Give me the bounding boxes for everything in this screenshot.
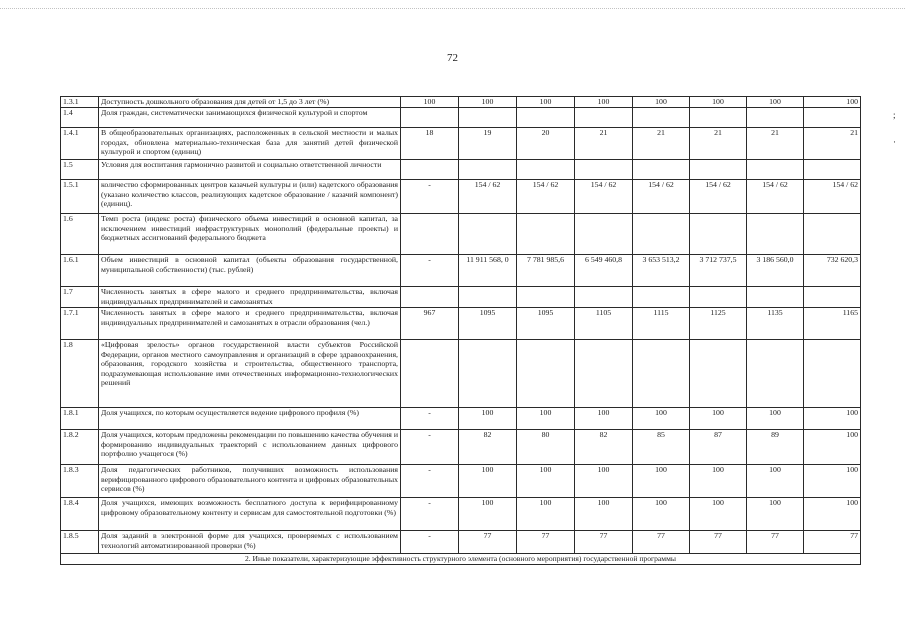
row-value xyxy=(747,287,804,308)
row-value xyxy=(517,160,575,180)
row-value: 20 xyxy=(517,128,575,160)
row-value: 21 xyxy=(747,128,804,160)
row-value xyxy=(575,214,633,255)
row-value: 100 xyxy=(459,97,517,108)
row-value: 154 / 62 xyxy=(804,180,861,214)
scan-edge-noise xyxy=(0,8,905,15)
row-code: 1.6 xyxy=(61,214,99,255)
row-value: 100 xyxy=(517,408,575,430)
row-value: 100 xyxy=(575,97,633,108)
row-value: - xyxy=(401,180,459,214)
row-value: 77 xyxy=(690,531,747,554)
row-value xyxy=(690,214,747,255)
row-value xyxy=(575,108,633,128)
row-description: Доля граждан, систематически занимающихся физической культурой и спортом xyxy=(99,108,401,128)
row-value: 154 / 62 xyxy=(459,180,517,214)
table-row xyxy=(61,531,861,554)
table-row xyxy=(61,160,861,180)
row-value: 100 xyxy=(690,498,747,531)
row-description: Условия для воспитания гармонично развитой и социально ответственной личности xyxy=(99,160,401,180)
row-value: 100 xyxy=(575,408,633,430)
row-code: 1.6.1 xyxy=(61,255,99,287)
row-value xyxy=(401,214,459,255)
row-value: 154 / 62 xyxy=(747,180,804,214)
row-description: Доля учащихся, имеющих возможность бесплатного доступа к верифицированному цифровому образовательному контенту и сервисам для самостоятельной подготовки (%) xyxy=(99,498,401,531)
row-value: 100 xyxy=(575,465,633,498)
row-value: 7 781 985,6 xyxy=(517,255,575,287)
row-value: 77 xyxy=(459,531,517,554)
row-value: - xyxy=(401,408,459,430)
row-code: 1.5 xyxy=(61,160,99,180)
row-value: 1125 xyxy=(690,308,747,340)
table-row xyxy=(61,465,861,498)
row-code: 1.8.1 xyxy=(61,408,99,430)
row-description: Темп роста (индекс роста) физического объема инвестиций в основной капитал, за исключением инвестиций инфраструктурных монополий (федеральные проекты) и бюджетных ассигнований федерального бюджета xyxy=(99,214,401,255)
row-value: 100 xyxy=(690,97,747,108)
row-value: 100 xyxy=(517,498,575,531)
table-row xyxy=(61,308,861,340)
row-value xyxy=(575,340,633,408)
row-code: 1.4.1 xyxy=(61,128,99,160)
row-value xyxy=(747,160,804,180)
row-value xyxy=(747,214,804,255)
row-value: 100 xyxy=(690,465,747,498)
table-body xyxy=(61,97,861,565)
row-value: 77 xyxy=(575,531,633,554)
row-value: 100 xyxy=(804,465,861,498)
row-value: 100 xyxy=(459,465,517,498)
row-value: 100 xyxy=(690,408,747,430)
row-value xyxy=(575,160,633,180)
row-value: 100 xyxy=(459,498,517,531)
table-row xyxy=(61,180,861,214)
row-value: 77 xyxy=(747,531,804,554)
row-code: 1.8.4 xyxy=(61,498,99,531)
table-row xyxy=(61,430,861,465)
row-description: Объем инвестиций в основной капитал (объекты образования государственной, муниципальной собственности) (тыс. рублей) xyxy=(99,255,401,287)
row-value xyxy=(690,108,747,128)
row-value: 100 xyxy=(633,97,690,108)
row-code: 1.8 xyxy=(61,340,99,408)
row-value: - xyxy=(401,498,459,531)
row-value: 100 xyxy=(804,430,861,465)
row-value: 77 xyxy=(804,531,861,554)
row-code: 1.5.1 xyxy=(61,180,99,214)
row-value xyxy=(633,108,690,128)
row-value: 154 / 62 xyxy=(575,180,633,214)
row-value xyxy=(804,340,861,408)
section-footer-row xyxy=(61,554,861,565)
row-value xyxy=(517,108,575,128)
row-value xyxy=(401,287,459,308)
row-value: 1095 xyxy=(459,308,517,340)
row-code: 1.8.2 xyxy=(61,430,99,465)
margin-mark: · xyxy=(893,137,896,147)
row-value xyxy=(804,160,861,180)
table-row xyxy=(61,128,861,160)
row-value: 77 xyxy=(517,531,575,554)
row-value: 100 xyxy=(747,408,804,430)
row-value xyxy=(517,214,575,255)
table-row xyxy=(61,340,861,408)
row-value: 21 xyxy=(633,128,690,160)
indicators-table xyxy=(60,96,861,565)
row-value xyxy=(804,108,861,128)
row-description: количество сформированных центров казачьей культуры и (или) кадетского образования (указано количество классов, реализующих кадетское образование / казачий компонент) (единиц). xyxy=(99,180,401,214)
row-description: Численность занятых в сфере малого и среднего предпринимательства, включая индивидуальных предпринимателей и самозанятых xyxy=(99,287,401,308)
row-value: 100 xyxy=(747,465,804,498)
row-value: 732 620,3 xyxy=(804,255,861,287)
table-row xyxy=(61,108,861,128)
row-value xyxy=(633,340,690,408)
row-value: 1115 xyxy=(633,308,690,340)
row-code: 1.8.5 xyxy=(61,531,99,554)
row-value: 1105 xyxy=(575,308,633,340)
row-value: 100 xyxy=(633,465,690,498)
row-value: 154 / 62 xyxy=(690,180,747,214)
row-code: 1.7 xyxy=(61,287,99,308)
margin-mark: ; xyxy=(893,110,896,120)
row-value: 100 xyxy=(517,465,575,498)
row-value xyxy=(690,287,747,308)
row-value: 21 xyxy=(575,128,633,160)
row-value: 154 / 62 xyxy=(633,180,690,214)
row-value xyxy=(401,340,459,408)
row-value: 100 xyxy=(401,97,459,108)
row-value: 100 xyxy=(459,408,517,430)
table-row xyxy=(61,255,861,287)
table-row xyxy=(61,287,861,308)
table-row xyxy=(61,498,861,531)
row-value: 21 xyxy=(690,128,747,160)
row-description: Доля учащихся, которым предложены рекомендации по повышению качества обучения и формированию индивидуальных траекторий с использованием данных цифрового портфолио учащегося (%) xyxy=(99,430,401,465)
row-value xyxy=(459,214,517,255)
row-value xyxy=(459,160,517,180)
row-value: 77 xyxy=(633,531,690,554)
row-value xyxy=(804,287,861,308)
row-value: 19 xyxy=(459,128,517,160)
row-value xyxy=(459,340,517,408)
row-value xyxy=(401,108,459,128)
table-row xyxy=(61,214,861,255)
row-value: 3 186 560,0 xyxy=(747,255,804,287)
row-code: 1.8.3 xyxy=(61,465,99,498)
row-value xyxy=(633,287,690,308)
row-value xyxy=(459,287,517,308)
row-value: 967 xyxy=(401,308,459,340)
row-value xyxy=(747,340,804,408)
row-value: 100 xyxy=(633,498,690,531)
row-value xyxy=(690,340,747,408)
row-value: 18 xyxy=(401,128,459,160)
row-value: 80 xyxy=(517,430,575,465)
row-value: 89 xyxy=(747,430,804,465)
row-value: 85 xyxy=(633,430,690,465)
row-value xyxy=(459,108,517,128)
row-value: 154 / 62 xyxy=(517,180,575,214)
table-row xyxy=(61,97,861,108)
row-code: 1.7.1 xyxy=(61,308,99,340)
row-description: Доля заданий в электронной форме для учащихся, проверяемых с использованием технологий автоматизированной проверки (%) xyxy=(99,531,401,554)
row-description: Доля педагогических работников, получивших возможность использования верифицированного цифрового образовательного контента и цифровых образовательных сервисов (%) xyxy=(99,465,401,498)
row-value: - xyxy=(401,531,459,554)
row-code: 1.4 xyxy=(61,108,99,128)
row-description: «Цифровая зрелость» органов государственной власти субъектов Российской Федерации, органов местного самоуправления и организаций в сфере здравоохранения, образования, городского хозяйства и строительства, общественного транспорта, подразумевающая использование ими отечественных информационно-технологических решений xyxy=(99,340,401,408)
row-value: 3 653 513,2 xyxy=(633,255,690,287)
row-value: 100 xyxy=(747,97,804,108)
row-value: 100 xyxy=(804,97,861,108)
row-value xyxy=(401,160,459,180)
page-number: 72 xyxy=(447,52,458,64)
row-value xyxy=(633,160,690,180)
row-value: 1165 xyxy=(804,308,861,340)
row-value xyxy=(517,287,575,308)
row-value: - xyxy=(401,465,459,498)
row-value: 11 911 568, 0 xyxy=(459,255,517,287)
row-value xyxy=(804,214,861,255)
row-value: - xyxy=(401,255,459,287)
row-value: 100 xyxy=(804,498,861,531)
row-value xyxy=(633,214,690,255)
row-value: 100 xyxy=(575,498,633,531)
row-value xyxy=(747,108,804,128)
row-description: Доступность дошкольного образования для детей от 1,5 до 3 лет (%) xyxy=(99,97,401,108)
row-value: 100 xyxy=(804,408,861,430)
table-row xyxy=(61,408,861,430)
row-value xyxy=(517,340,575,408)
row-value: 1095 xyxy=(517,308,575,340)
row-value: 6 549 460,8 xyxy=(575,255,633,287)
row-value: 3 712 737,5 xyxy=(690,255,747,287)
row-value xyxy=(575,287,633,308)
row-description: Численность занятых в сфере малого и среднего предпринимательства, включая индивидуальных предпринимателей и самозанятых в отрасли образования (чел.) xyxy=(99,308,401,340)
row-value: 82 xyxy=(575,430,633,465)
row-value: 100 xyxy=(633,408,690,430)
section-footer: 2. Иные показатели, характеризующие эффективность структурного элемента (основного мероприятия) государственной программы xyxy=(61,554,861,565)
row-value xyxy=(690,160,747,180)
row-value: 100 xyxy=(517,97,575,108)
row-value: 87 xyxy=(690,430,747,465)
row-description: Доля учащихся, по которым осуществляется ведение цифрового профиля (%) xyxy=(99,408,401,430)
row-description: В общеобразовательных организациях, расположенных в сельской местности и малых городах, обновлена материально-техническая база для занятий детей физической культурой и спортом (единиц) xyxy=(99,128,401,160)
row-value: 1135 xyxy=(747,308,804,340)
row-value: - xyxy=(401,430,459,465)
row-value: 82 xyxy=(459,430,517,465)
row-value: 100 xyxy=(747,498,804,531)
row-value: 21 xyxy=(804,128,861,160)
row-code: 1.3.1 xyxy=(61,97,99,108)
